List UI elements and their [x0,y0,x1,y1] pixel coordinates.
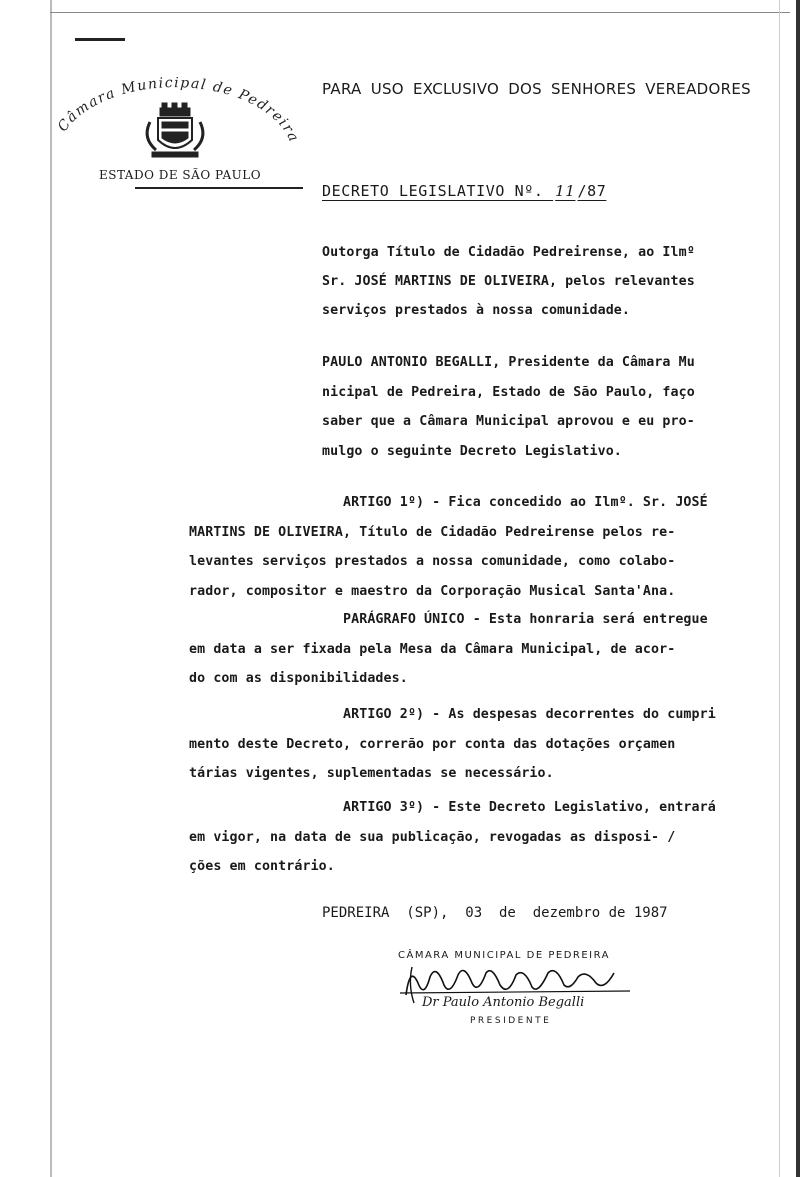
date-line: PEDREIRA (SP), 03 de dezembro de 1987 [322,905,668,921]
exclusive-use-header: PARA USO EXCLUSIVO DOS SENHORES VEREADORES [322,80,751,98]
dash-mark [75,38,125,41]
signatory-title: PRESIDENTE [470,1016,552,1026]
article-2: ARTIGO 2º) - As despesas decorrentes do cumpri mento deste Decreto, correrão por conta das dotações orçamen tárias vigentes, suplementadas se necessário. [189,707,716,781]
decree-preamble: PAULO ANTONIO BEGALLI, Presidente da Câmara Mu nicipal de Pedreira, Estado de São Paulo, faço saber que a Câmara Municipal aprovou e eu pro- mulgo o seguinte Decreto Legislativo. [322,355,695,459]
signatory-name: Dr Paulo Antonio Begalli [422,995,585,1010]
seal-underline [135,187,303,189]
page-top-rule [50,12,790,13]
article-3: ARTIGO 3º) - Este Decreto Legislativo, entrará em vigor, na data de sua publicação, revogadas as disposi- / ções em contrário. [189,800,716,874]
scan-right-edge [796,0,800,1177]
decree-title-prefix: DECRETO LEGISLATIVO Nº. [322,182,544,200]
decree-title [322,182,606,200]
signature-stamp-org: CÂMARA MUNICIPAL DE PEDREIRA [398,950,610,961]
decree-number: 11 [555,182,576,200]
decree-year: /87 [577,182,607,200]
paragraph-unique: PARÁGRAFO ÚNICO - Esta honraria será entregue em data a ser fixada pela Mesa da Câmara Municipal, de acor- do com as disponibilidades. [189,612,708,686]
crest-icon [147,103,203,157]
seal-arc-text: Câmara Municipal de Pedreira [54,75,303,146]
municipal-seal-block [40,70,310,200]
seal-state-label: ESTADO DE SÃO PAULO [98,168,262,182]
article-1: ARTIGO 1º) - Fica concedido ao Ilmº. Sr. JOSÉ MARTINS DE OLIVEIRA, Título de Cidadão Pedreirense pelos re- levantes serviços prestados a nossa comunidade, como colabo- rador, compositor e maestro da Corporação Musical Santa'Ana. [189,495,708,599]
municipal-coat-of-arms [40,70,310,170]
scan-stripe [779,0,780,1177]
decree-summary: Outorga Título de Cidadão Pedreirense, ao Ilmº Sr. JOSÉ MARTINS DE OLIVEIRA, pelos relevantes serviços prestados à nossa comunidade. [322,245,695,318]
